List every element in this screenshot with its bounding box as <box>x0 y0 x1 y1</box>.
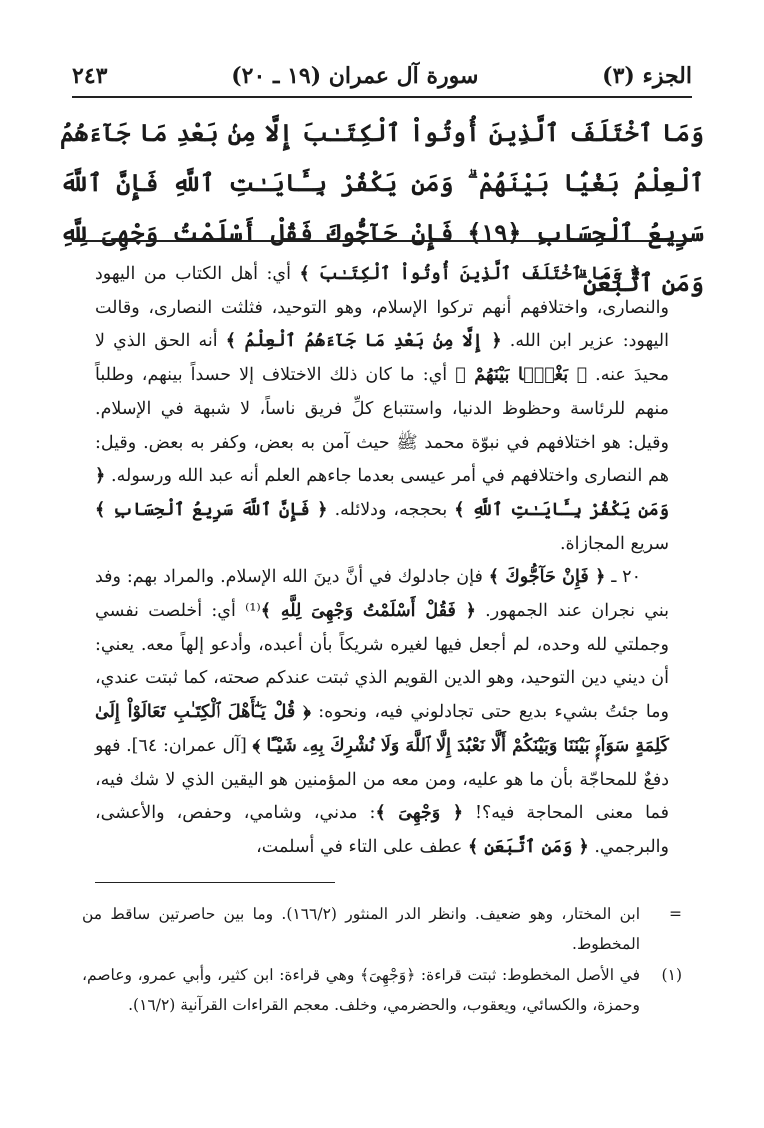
quoted-verse: ﴿ وَجْهِىَ ﴾ <box>375 803 463 824</box>
footnote-mark: = <box>669 905 682 923</box>
footnote-mark: (١) <box>661 966 682 984</box>
footnote-divider <box>95 882 335 883</box>
quoted-verse: ﴿ إِلَّا مِنۢ بَعْدِ مَا جَآءَهُمُ ٱلْعِلْمُ ﴾ <box>225 331 502 352</box>
quran-verse: وَمَا ٱخْتَلَفَ ٱلَّذِينَ أُوتُواْ ٱلْكِتَـٰبَ إِلَّا مِنۢ بَعْدِ مَا جَآءَهُمُ ٱلْعِلْمُ بَغْيَۢا بَيْنَهُمْ ۗ وَمَن يَكْفُرْ بِـَٔايَـٰتِ ٱللَّهِ فَإِنَّ ٱللَّهَ سَرِيعُ ٱلْحِسَابِ ﴿١٩﴾ فَإِنْ حَآجُّوكَ فَقُلْ أَسْلَمْتُ وَجْهِىَ لِلَّهِ وَمَنِ ٱتَّبَعَنِ ۗ <box>60 118 704 297</box>
quoted-verse: ﴿ وَمَا ٱخْتَلَفَ ٱلَّذِينَ أُوتُواْ ٱلْكِتَـٰبَ ﴾ <box>299 264 641 284</box>
quoted-verse: ﴿ فَإِنْ حَآجُّوكَ ﴾ <box>488 567 606 588</box>
commentary-text: أي: ما كان ذلك الاختلاف إلا حسداً بينهم، وطلباً منهم للرئاسة وحظوظ الدنيا، واستتباع كلِّ فريق ناساً، لا شبهة في الإسلام. وقيل: هو اختلافهم في نبوّة محمد ﷺ حيث آمن به بعض، وكفر به بعض. وقيل: هم النصارى واختلافهم في أمر عيسى بعدما جاءهم العلم أنه عبد الله ورسوله. <box>95 365 669 487</box>
quoted-verse: ﴿ فَإِنَّ ٱللَّهَ سَرِيعُ ٱلْحِسَابِ ﴾ <box>95 499 328 520</box>
quoted-verse: ﴿ وَمَن يَكْفُرْ بِـَٔايَـٰتِ ٱللَّهِ ﴾ <box>95 466 669 520</box>
quoted-verse: ﴿ قُلْ يَـٰٓأَهْلَ ٱلْكِتَـٰبِ تَعَالَوْاْ إِلَىٰ كَلِمَةٍ سَوَآءٍۭ بَيْنَنَا وَبَيْنَكُمْ أَلَّا نَعْبُدَ إِلَّا ٱللَّهَ وَلَا نُشْرِكَ بِهِۦ شَيْـًٔا ﴾ <box>95 702 669 756</box>
surah-title: سورة آل عمران (١٩ ـ ٢٠) <box>231 63 479 89</box>
verse-divider <box>72 240 692 242</box>
juz-label: الجزء (٣) <box>602 63 692 89</box>
commentary-text: [آل عمران: ٦٤]. فهو دفعٌ للمحاجّة بأن ما هو عليه، ومن معه من المؤمنين هو اليقين الذي لا شك فيه، فما معنى المحاجة فيه؟! <box>95 735 669 824</box>
commentary-text: بحججه، ودلائله. <box>327 499 455 520</box>
commentary-text: أي: أهل الكتاب من اليهود والنصارى، واختلافهم أنهم تركوا الإسلام، وهو التوحيد، فثلثت النصارى، وقالت اليهود: عزير ابن الله. <box>95 264 670 352</box>
footnote-1 <box>82 961 682 1020</box>
commentary-text: ⁽¹⁾ أي: أخلصت نفسي وجملتي لله وحده، لم أجعل فيها لغيره شريكاً بأن أعبده، وأدعو إلهاً معه. يعني: أن ديني دين التوحيد، وهو الدين القويم الذي ثبتت عندكم صحته، كما ثبتت عندي، وما جئتُ بشيء بديع حتى تجادلوني فيه، ونحوه: <box>95 601 669 723</box>
footnote-text: في الأصل المخطوط: ثبتت قراءة: ﴿وَجْهِىَ﴾ وهي قراءة: ابن كثير، وأبي عمرو، وعاصم، وحمزة، والكسائي، ويعقوب، والحضرمي، وخلف. معجم القراءات القرآنية (١٦/٢). <box>82 966 640 1014</box>
commentary-text: ٢٠ ـ <box>605 567 641 588</box>
commentary-text: فإن جادلوك في أنَّ دينَ الله الإسلام. والمراد بهم: وفد بني نجران عند الجمهور. <box>95 567 669 622</box>
paragraph-verse-20 <box>95 561 669 864</box>
footnote-text: ابن المختار، وهو ضعيف. وانظر الدر المنثور (١٦٦/٢). وما بين حاصرتين ساقط من المخطوط. <box>82 905 640 953</box>
footnotes <box>82 900 682 1022</box>
quoted-verse: ﴿ فَقُلْ أَسْلَمْتُ وَجْهِىَ لِلَّهِ ﴾ <box>260 601 476 622</box>
commentary-text: عطف على التاء في أسلمت، <box>256 836 468 857</box>
page-header <box>72 58 692 94</box>
commentary-text: سريع المجازاة. <box>559 533 669 554</box>
commentary-text: أنه الحق الذي لا محيدَ عنه. <box>95 331 670 386</box>
page-number: ٢٤٣ <box>72 63 108 89</box>
quoted-verse: ﴿ وَمَنِ ٱتَّبَعَنِ ﴾ <box>467 836 589 857</box>
header-divider <box>72 96 692 98</box>
commentary-body <box>95 258 669 865</box>
quoted-verse: ﴿ بَغْيَۢا بَيْنَهُمْ ﴾ <box>455 365 588 386</box>
paragraph-verse-19 <box>95 258 669 561</box>
footnote-continuation <box>82 900 682 959</box>
commentary-text: : مدني، وشامي، وحفص، والأعشى، والبرجمي. <box>95 803 669 857</box>
